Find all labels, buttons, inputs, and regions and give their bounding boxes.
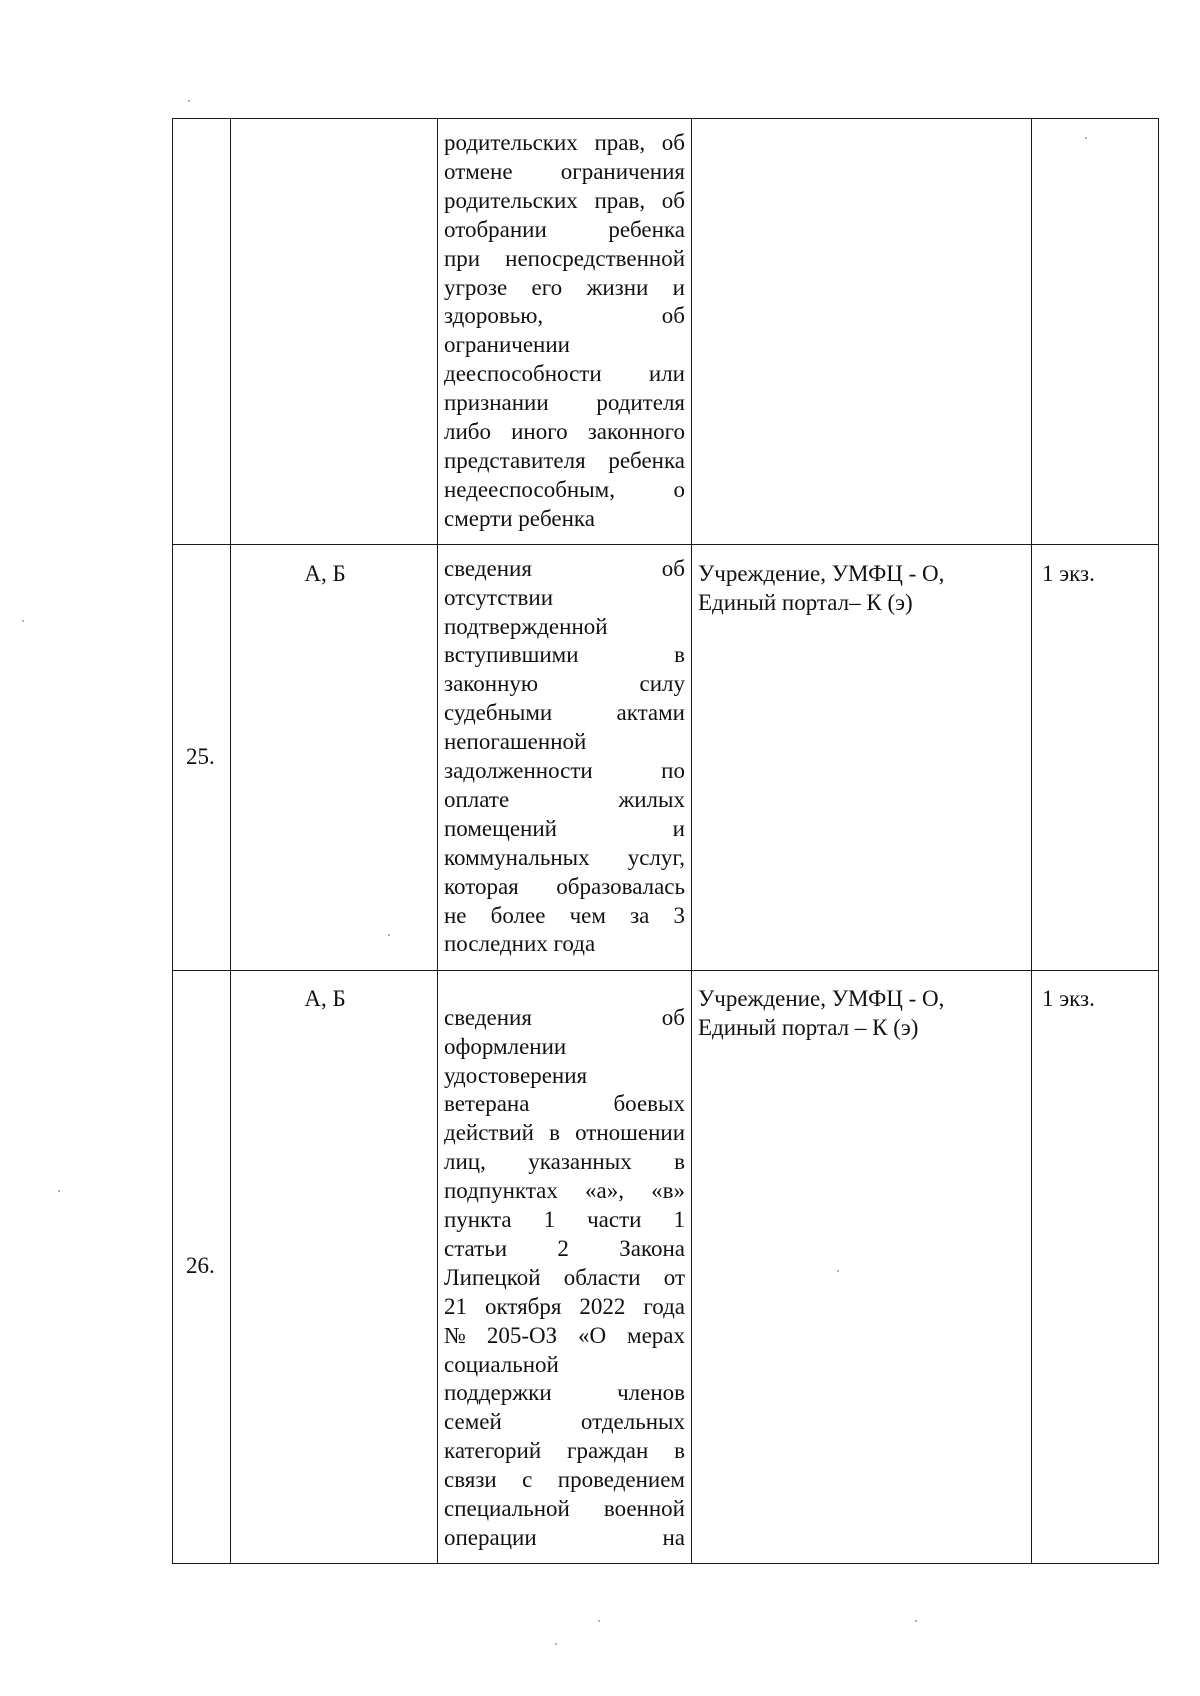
description-line: смерти ребенка bbox=[444, 505, 595, 531]
description-line: действий в отношении bbox=[444, 1120, 685, 1146]
row-quantity: 1 экз. bbox=[1032, 544, 1159, 970]
description-line: судебными актами bbox=[444, 700, 685, 726]
scan-speck bbox=[22, 620, 24, 622]
description-line: родительских прав, об bbox=[444, 130, 685, 155]
scan-speck bbox=[915, 1620, 917, 1622]
description-line: коммунальных услуг, bbox=[444, 844, 685, 870]
row-quantity bbox=[1032, 119, 1159, 545]
description-line: здоровью, об bbox=[444, 303, 685, 329]
description-line: подпунктах «а», «в» bbox=[444, 1178, 685, 1204]
description-line: семей отдельных bbox=[444, 1409, 685, 1435]
description-line: помещений и bbox=[444, 815, 685, 841]
source-line: Учреждение, УМФЦ - О, bbox=[698, 985, 945, 1011]
description-line: отсутствии bbox=[444, 584, 554, 610]
row-number: 26. bbox=[173, 970, 231, 1563]
description-line: либо иного законного bbox=[444, 419, 685, 445]
description-line: социальной bbox=[444, 1351, 559, 1377]
description-line: поддержки членов bbox=[444, 1380, 685, 1406]
scan-speck bbox=[388, 934, 390, 936]
description-line: вступившими в bbox=[444, 642, 685, 668]
source-line: Единый портал– К (э) bbox=[698, 589, 913, 615]
row-category bbox=[231, 119, 438, 545]
description-line: удостоверения bbox=[444, 1062, 588, 1088]
description-line: задолженности по bbox=[444, 758, 685, 784]
description-line: признании родителя bbox=[444, 390, 685, 416]
description-line: специальной военной bbox=[444, 1496, 685, 1522]
scan-speck bbox=[58, 1190, 60, 1192]
description-line: представителя ребенка bbox=[444, 447, 685, 473]
scan-speck bbox=[188, 100, 190, 102]
description-line: операции на bbox=[444, 1525, 685, 1550]
description-line: оплате жилых bbox=[444, 786, 685, 812]
description-line: лиц, указанных в bbox=[444, 1149, 685, 1175]
description-line: законную силу bbox=[444, 671, 685, 697]
table-row bbox=[173, 970, 1159, 1563]
table-row bbox=[173, 119, 1159, 545]
scan-speck bbox=[555, 1643, 557, 1645]
scan-speck bbox=[1085, 137, 1087, 139]
description-line: 21 октября 2022 года bbox=[444, 1293, 685, 1319]
row-source bbox=[692, 119, 1032, 545]
description-line: № 205-ОЗ «О мерах bbox=[444, 1322, 685, 1348]
row-quantity: 1 экз. bbox=[1032, 970, 1159, 1563]
row-source bbox=[692, 544, 1032, 970]
row-source bbox=[692, 970, 1032, 1563]
row-description bbox=[438, 970, 692, 1563]
source-line: Единый портал – К (э) bbox=[698, 1014, 919, 1040]
description-line: подтвержденной bbox=[444, 613, 608, 639]
row-description bbox=[438, 544, 692, 970]
description-line: оформлении bbox=[444, 1033, 567, 1059]
description-line: ветерана боевых bbox=[444, 1091, 685, 1117]
description-line: дееспособности или bbox=[444, 361, 685, 387]
description-line: при непосредственной bbox=[444, 245, 685, 271]
description-line: Липецкой области от bbox=[444, 1264, 685, 1290]
description-line: категорий граждан в bbox=[444, 1438, 685, 1464]
row-number: 25. bbox=[173, 544, 231, 970]
table-row bbox=[173, 544, 1159, 970]
description-line: сведения об bbox=[444, 1004, 685, 1030]
description-line: не более чем за 3 bbox=[444, 902, 685, 928]
source-line: Учреждение, УМФЦ - О, bbox=[698, 560, 945, 586]
row-number bbox=[173, 119, 231, 545]
scan-speck bbox=[837, 1270, 839, 1272]
row-category: А, Б bbox=[231, 970, 438, 1563]
description-line: отмене ограничения bbox=[444, 158, 685, 184]
description-line: которая образовалась bbox=[444, 873, 685, 899]
description-line: ограничении bbox=[444, 332, 570, 358]
description-line: последних года bbox=[444, 931, 596, 957]
description-line: пункта 1 части 1 bbox=[444, 1207, 685, 1233]
description-line: сведения об bbox=[444, 555, 685, 581]
description-line: отобрании ребенка bbox=[444, 216, 685, 242]
description-line: непогашенной bbox=[444, 729, 587, 755]
row-description bbox=[438, 119, 692, 545]
documents-table bbox=[172, 118, 1159, 1564]
scan-speck bbox=[598, 1620, 600, 1622]
description-line: недееспособным, о bbox=[444, 476, 685, 502]
description-line: статьи 2 Закона bbox=[444, 1235, 685, 1261]
description-line: родительских прав, об bbox=[444, 187, 685, 213]
description-line: угрозе его жизни и bbox=[444, 274, 685, 300]
row-category: А, Б bbox=[231, 544, 438, 970]
description-line: связи с проведением bbox=[444, 1467, 685, 1493]
